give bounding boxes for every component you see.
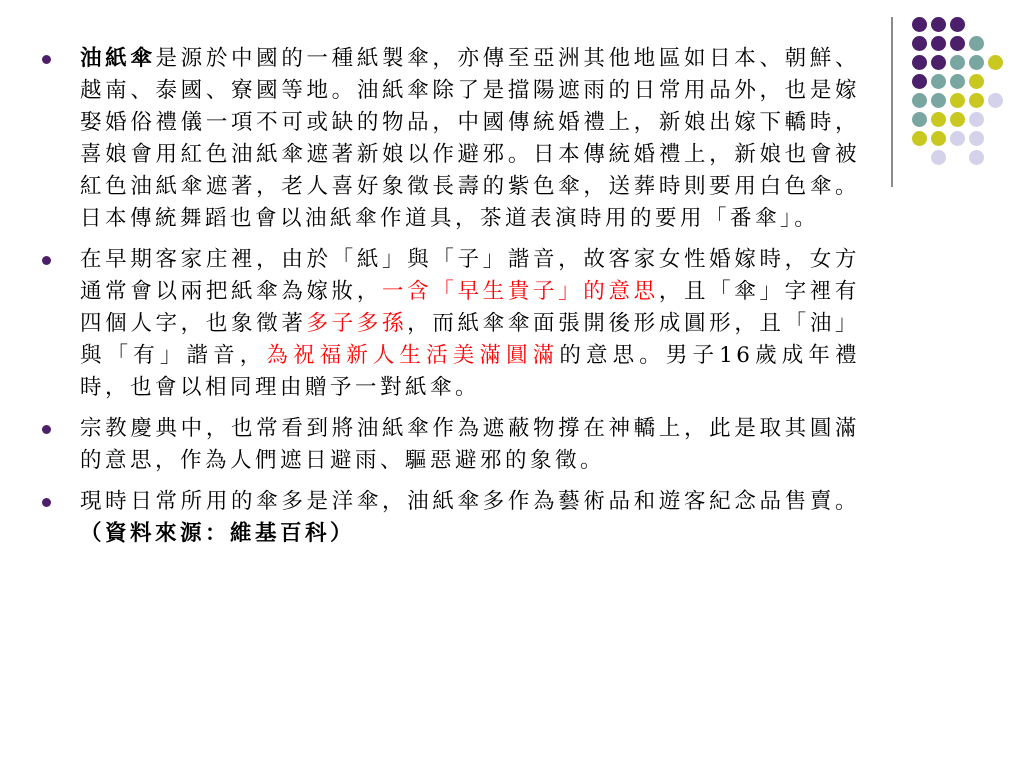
paragraph-text: 現時日常所用的傘多是洋傘，油紙傘多作為藝術品和遊客紀念品售賣。 (80, 489, 860, 514)
bullet-dot-icon (42, 498, 51, 507)
bullet-dot-icon (42, 425, 51, 434)
decor-dot (931, 17, 946, 32)
decor-dot (969, 36, 984, 51)
decor-dot (912, 36, 927, 51)
decor-dot (912, 131, 927, 146)
decor-dot (912, 17, 927, 32)
slide-body (30, 43, 860, 559)
decor-dot (969, 112, 984, 127)
vertical-divider (891, 17, 893, 187)
highlight-text: 為祝福新人生活美滿圓滿 (266, 343, 560, 368)
bullet-item-1 (30, 43, 860, 235)
bullet-item-2 (30, 244, 860, 404)
decor-dot (950, 17, 965, 32)
decor-dot (931, 55, 946, 70)
decor-dot (950, 74, 965, 89)
decor-dot (969, 131, 984, 146)
bullet-list (30, 43, 860, 550)
paragraph-text: 在早期客家庄裡，由於「紙」與「子」諧音，故客家女性婚嫁時，女方通常會以兩把紙傘為嫁妝， (80, 247, 860, 304)
decor-dot (988, 93, 1003, 108)
decor-dot (931, 131, 946, 146)
decor-dot (912, 112, 927, 127)
paragraph-text: 是源於中國的一種紙製傘，亦傳至亞洲其他地區如日本、朝鮮、越南、泰國、寮國等地。油紙傘除了是擋陽遮雨的日常用品外，也是嫁娶婚俗禮儀一項不可或缺的物品，中國傳統婚禮上，新娘出嫁下轎時，喜娘會用紅色油紙傘遮著新娘以作避邪。日本傳統婚禮上，新娘也會被紅色油紙傘遮著，老人喜好象徵長壽的紫色傘，送葬時則要用白色傘。日本傳統舞蹈也會以油紙傘作道具，茶道表演時用的要用「番傘」。 (80, 46, 860, 231)
decor-dot (912, 55, 927, 70)
decor-dot (931, 150, 946, 165)
paragraph-text: ，且「傘」字裡有四個人字，也象徵著 (80, 279, 860, 336)
decor-dot (950, 36, 965, 51)
paragraph-text: ，而紙傘傘面張開後形成圓形，且「油」與「有」諧音， (80, 311, 860, 368)
decor-dot (969, 55, 984, 70)
decor-dot (969, 150, 984, 165)
decor-dot (912, 93, 927, 108)
decor-dot (931, 36, 946, 51)
decor-dot (931, 74, 946, 89)
decor-dot (950, 55, 965, 70)
decor-dot (950, 112, 965, 127)
decor-dot (931, 93, 946, 108)
decor-dot (969, 93, 984, 108)
decor-dot (969, 74, 984, 89)
bullet-item-3 (30, 413, 860, 477)
decor-dot (988, 55, 1003, 70)
bullet-dot-icon (42, 256, 51, 265)
decor-dot (931, 112, 946, 127)
decor-dot (950, 93, 965, 108)
bullet-item-4 (30, 486, 860, 550)
term-oil-paper-umbrella: 油紙傘 (80, 46, 156, 71)
highlight-text: 一含「早生貴子」的意思 (381, 279, 659, 304)
decor-dot (950, 131, 965, 146)
bullet-dot-icon (42, 55, 51, 64)
source-citation: （資料來源：維基百科） (80, 521, 356, 546)
paragraph-text: 的意思。男子16歲成年禮時，也會以相同理由贈予一對紙傘。 (80, 343, 860, 400)
decor-dot (912, 74, 927, 89)
paragraph-text: 宗教慶典中，也常看到將油紙傘作為遮蔽物撐在神轎上，此是取其圓滿的意思，作為人們遮日避雨、驅惡避邪的象徵。 (80, 416, 860, 473)
highlight-text: 多子多孫 (306, 311, 408, 336)
